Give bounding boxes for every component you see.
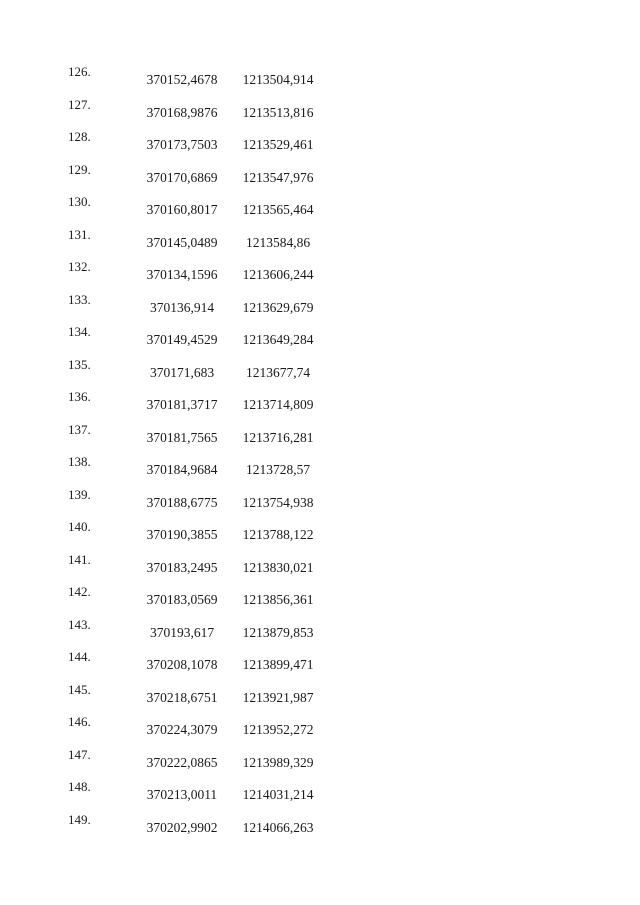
x-coordinate: 370160,8017 xyxy=(146,202,218,217)
table-row xyxy=(0,812,640,840)
y-coordinate: 1214031,214 xyxy=(242,787,314,802)
x-coordinate: 370181,3717 xyxy=(146,397,218,412)
row-number: 140. xyxy=(68,519,91,534)
x-coordinate: 370183,2495 xyxy=(146,559,218,575)
table-row xyxy=(0,714,640,742)
y-coordinate: 1213989,329 xyxy=(242,754,314,770)
x-coordinate: 370184,9684 xyxy=(146,462,218,477)
x-coordinate: 370136,914 xyxy=(149,299,215,315)
row-number: 137. xyxy=(68,421,91,437)
x-coordinate: 370222,0865 xyxy=(146,754,218,770)
x-coordinate: 370134,1596 xyxy=(146,267,218,282)
table-row xyxy=(0,97,640,125)
x-coordinate: 370208,1078 xyxy=(146,657,218,672)
x-coordinate: 370213,0011 xyxy=(146,787,218,802)
table-row xyxy=(0,357,640,385)
row-number: 143. xyxy=(68,616,91,632)
y-coordinate: 1213504,914 xyxy=(242,72,314,87)
row-number: 142. xyxy=(68,584,91,599)
y-coordinate: 1213529,461 xyxy=(242,137,314,152)
row-number: 130. xyxy=(68,194,91,209)
x-coordinate: 370145,0489 xyxy=(146,234,218,250)
row-number: 127. xyxy=(68,96,91,112)
row-number: 132. xyxy=(68,259,91,274)
row-number: 144. xyxy=(68,649,91,664)
row-number: 126. xyxy=(68,64,91,79)
table-row xyxy=(0,552,640,580)
x-coordinate: 370173,7503 xyxy=(146,137,218,152)
table-row xyxy=(0,129,640,157)
row-number: 136. xyxy=(68,389,91,404)
table-row xyxy=(0,324,640,352)
y-coordinate: 1213921,987 xyxy=(242,689,314,705)
row-number: 145. xyxy=(68,681,91,697)
table-row xyxy=(0,617,640,645)
row-number: 134. xyxy=(68,324,91,339)
row-number: 138. xyxy=(68,454,91,469)
x-coordinate: 370224,3079 xyxy=(146,722,218,737)
y-coordinate: 1213728,57 xyxy=(245,462,311,477)
y-coordinate: 1213629,679 xyxy=(242,299,314,315)
table-row xyxy=(0,454,640,482)
y-coordinate: 1213899,471 xyxy=(242,657,314,672)
table-row xyxy=(0,389,640,417)
x-coordinate: 370202,9902 xyxy=(146,819,218,835)
y-coordinate: 1213565,464 xyxy=(242,202,314,217)
y-coordinate: 1213547,976 xyxy=(242,169,314,185)
row-number: 139. xyxy=(68,486,91,502)
x-coordinate: 370193,617 xyxy=(149,624,215,640)
row-number: 133. xyxy=(68,291,91,307)
table-row xyxy=(0,259,640,287)
table-row xyxy=(0,162,640,190)
y-coordinate: 1213952,272 xyxy=(242,722,314,737)
y-coordinate: 1213856,361 xyxy=(242,592,314,607)
y-coordinate: 1213716,281 xyxy=(242,429,314,445)
x-coordinate: 370218,6751 xyxy=(146,689,218,705)
table-row xyxy=(0,292,640,320)
x-coordinate: 370168,9876 xyxy=(146,104,218,120)
x-coordinate: 370171,683 xyxy=(149,364,215,380)
row-number: 131. xyxy=(68,226,91,242)
table-row xyxy=(0,519,640,547)
y-coordinate: 1213754,938 xyxy=(242,494,314,510)
y-coordinate: 1213879,853 xyxy=(242,624,314,640)
table-row xyxy=(0,682,640,710)
x-coordinate: 370170,6869 xyxy=(146,169,218,185)
row-number: 129. xyxy=(68,161,91,177)
y-coordinate: 1213606,244 xyxy=(242,267,314,282)
x-coordinate: 370190,3855 xyxy=(146,527,218,542)
table-row xyxy=(0,487,640,515)
table-row xyxy=(0,64,640,92)
row-number: 148. xyxy=(68,779,91,794)
table-row xyxy=(0,227,640,255)
y-coordinate: 1213714,809 xyxy=(242,397,314,412)
row-number: 147. xyxy=(68,746,91,762)
row-number: 146. xyxy=(68,714,91,729)
table-row xyxy=(0,584,640,612)
x-coordinate: 370183,0569 xyxy=(146,592,218,607)
y-coordinate: 1213649,284 xyxy=(242,332,314,347)
table-row xyxy=(0,194,640,222)
row-number: 141. xyxy=(68,551,91,567)
table-row xyxy=(0,747,640,775)
table-row xyxy=(0,779,640,807)
row-number: 135. xyxy=(68,356,91,372)
row-number: 149. xyxy=(68,811,91,827)
y-coordinate: 1213584,86 xyxy=(245,234,311,250)
x-coordinate: 370181,7565 xyxy=(146,429,218,445)
table-row xyxy=(0,422,640,450)
y-coordinate: 1213513,816 xyxy=(242,104,314,120)
table-row xyxy=(0,649,640,677)
x-coordinate: 370188,6775 xyxy=(146,494,218,510)
y-coordinate: 1214066,263 xyxy=(242,819,314,835)
y-coordinate: 1213788,122 xyxy=(242,527,314,542)
x-coordinate: 370149,4529 xyxy=(146,332,218,347)
x-coordinate: 370152,4678 xyxy=(146,72,218,87)
y-coordinate: 1213677,74 xyxy=(245,364,311,380)
y-coordinate: 1213830,021 xyxy=(242,559,314,575)
row-number: 128. xyxy=(68,129,91,144)
